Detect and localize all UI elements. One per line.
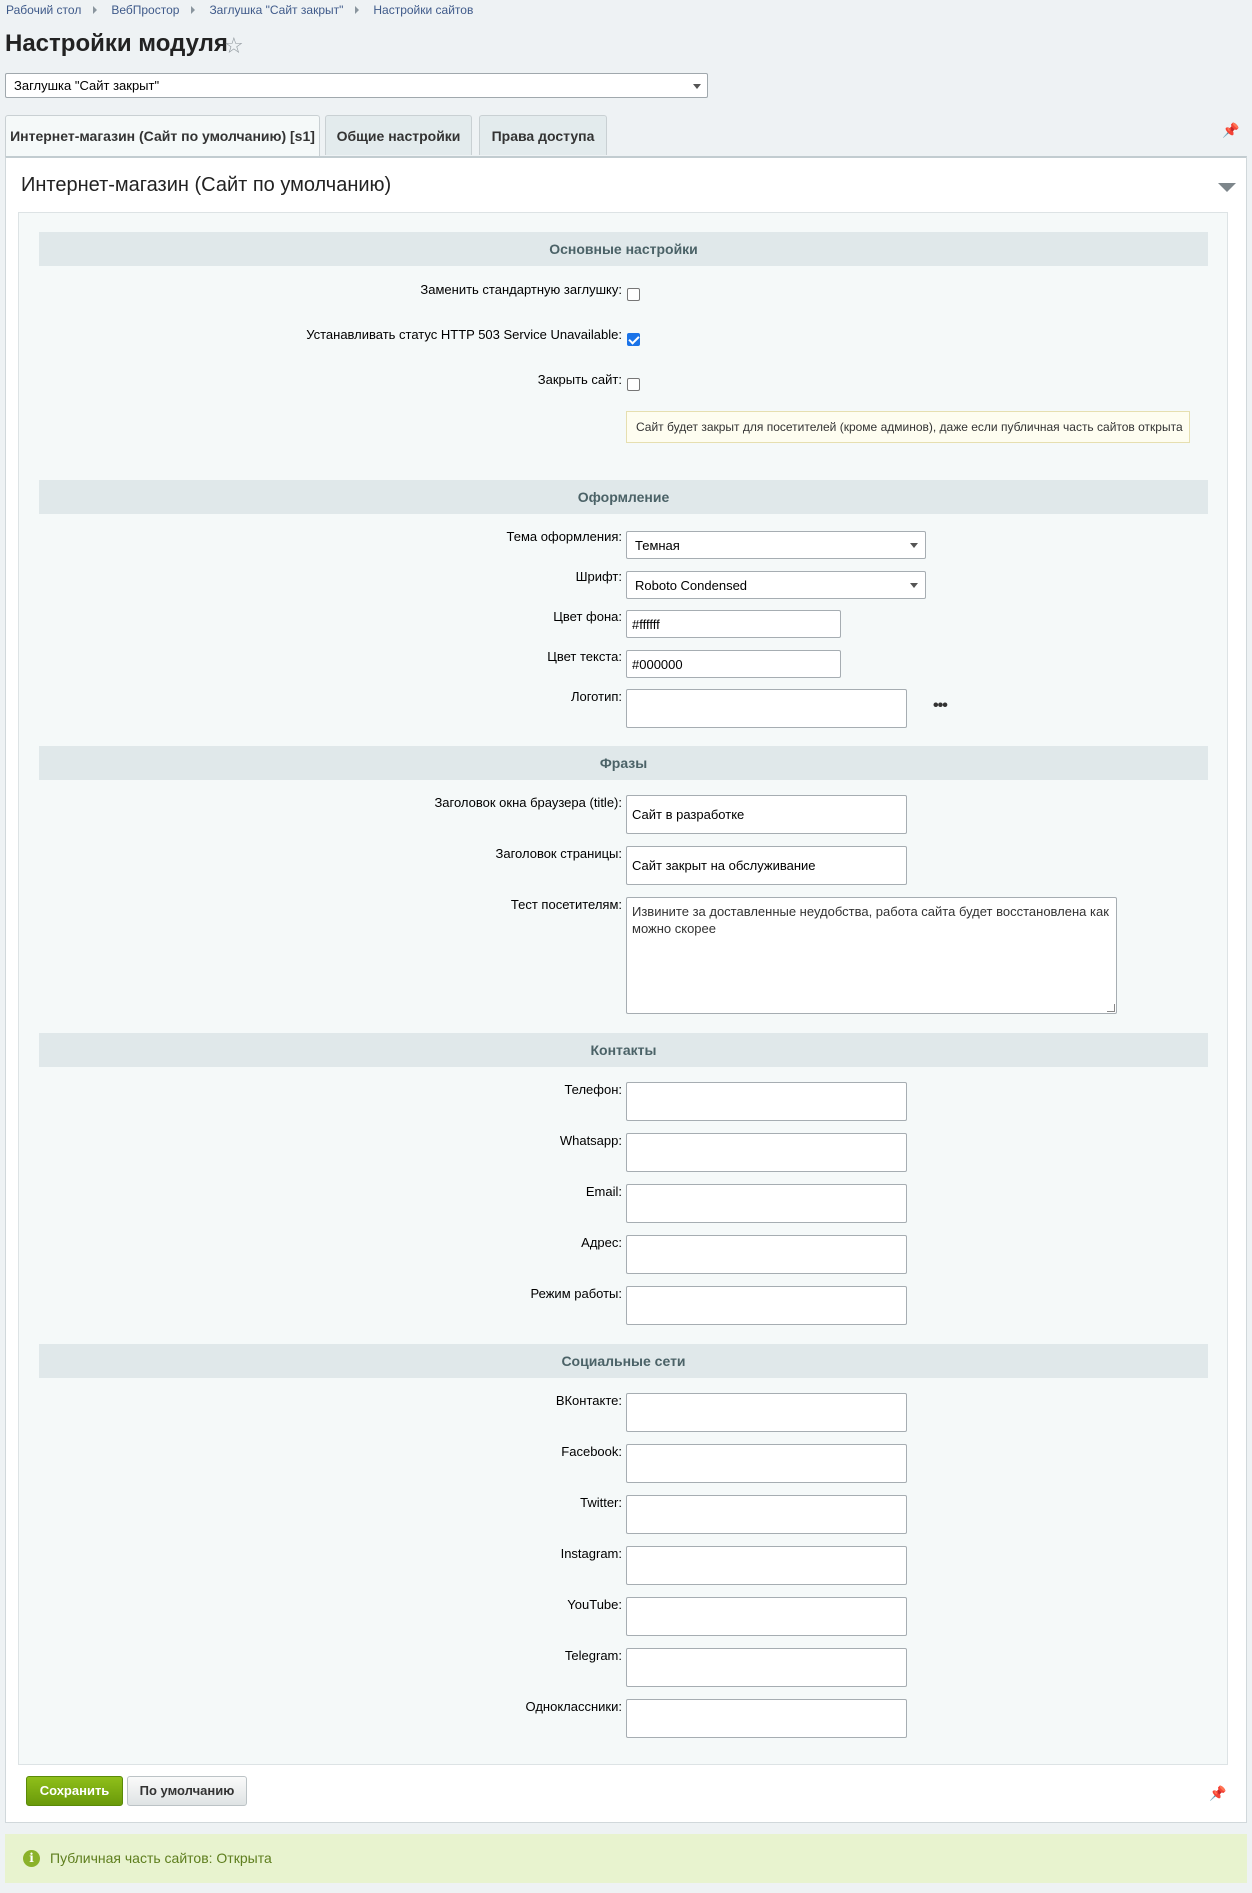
bg-color-label: Цвет фона:	[553, 609, 622, 624]
section-phrases: Фразы	[39, 746, 1208, 780]
section-contacts: Контакты	[39, 1033, 1208, 1067]
work-hours-input[interactable]	[626, 1286, 907, 1325]
logo-label: Логотип:	[570, 689, 622, 704]
chevron-right-icon	[93, 6, 97, 14]
visitor-text-textarea[interactable]	[626, 897, 1117, 1014]
telegram-input[interactable]	[626, 1648, 907, 1687]
font-select[interactable]	[626, 571, 926, 599]
phone-label: Телефон:	[564, 1082, 622, 1097]
phone-input[interactable]	[626, 1082, 907, 1121]
section-basic-settings: Основные настройки	[39, 232, 1208, 266]
page-heading-label: Заголовок страницы:	[495, 846, 622, 861]
visitor-text-value: Извините за доставленные неудобства, работа сайта будет восстановлена как можно скорее	[632, 904, 1109, 936]
font-label: Шрифт:	[575, 569, 622, 584]
instagram-input[interactable]	[626, 1546, 907, 1585]
chevron-down-icon	[910, 583, 918, 588]
tab-access-rights[interactable]: Права доступа	[479, 115, 607, 155]
breadcrumb-item-module[interactable]: Заглушка "Сайт закрыт"	[209, 3, 344, 17]
module-select-value: Заглушка "Сайт закрыт"	[14, 78, 160, 93]
section-design: Оформление	[39, 480, 1208, 514]
font-select-value: Roboto Condensed	[635, 578, 748, 593]
http503-checkbox[interactable]	[627, 333, 640, 346]
logo-input[interactable]	[626, 689, 907, 728]
facebook-label: Facebook:	[561, 1444, 622, 1459]
save-button[interactable]: Сохранить	[26, 1776, 123, 1806]
module-select[interactable]	[5, 73, 708, 98]
odnoklassniki-input[interactable]	[626, 1699, 907, 1738]
address-input[interactable]	[626, 1235, 907, 1274]
work-hours-label: Режим работы:	[530, 1286, 622, 1301]
twitter-input[interactable]	[626, 1495, 907, 1534]
tab-general-settings[interactable]: Общие настройки	[325, 115, 472, 155]
bg-color-input[interactable]: #ffffff	[626, 610, 841, 638]
whatsapp-label: Whatsapp:	[559, 1133, 622, 1148]
browser-title-input[interactable]: Сайт в разработке	[626, 795, 907, 834]
status-bar	[5, 1834, 1247, 1883]
settings-panel	[5, 156, 1247, 1823]
replace-stub-label: Заменить стандартную заглушку:	[420, 282, 622, 297]
text-color-label: Цвет текста:	[547, 649, 622, 664]
email-label: Email:	[585, 1184, 622, 1199]
pin-icon[interactable]: 📌	[1222, 122, 1240, 138]
star-icon[interactable]: ☆	[224, 33, 244, 58]
close-site-checkbox[interactable]	[627, 378, 640, 391]
theme-label: Тема оформления:	[506, 529, 622, 544]
settings-form	[18, 212, 1228, 1765]
tab-site-s1[interactable]: Интернет-магазин (Сайт по умолчанию) [s1]	[5, 115, 320, 156]
chevron-right-icon	[191, 6, 195, 14]
close-site-hint: Сайт будет закрыт для посетителей (кроме админов), даже если публичная часть сайтов открыта	[626, 411, 1190, 443]
breadcrumb-item-desktop[interactable]: Рабочий стол	[6, 3, 82, 17]
text-color-input[interactable]: #000000	[626, 650, 841, 678]
close-site-label: Закрыть сайт:	[537, 372, 622, 387]
chevron-down-icon	[910, 543, 918, 548]
whatsapp-input[interactable]	[626, 1133, 907, 1172]
visitor-text-label: Тест посетителям:	[510, 897, 622, 912]
http503-label: Устанавливать статус HTTP 503 Service Unavailable:	[306, 327, 622, 342]
breadcrumb	[6, 3, 473, 17]
info-icon: i	[23, 1850, 40, 1867]
browser-title-label: Заголовок окна браузера (title):	[434, 795, 622, 810]
collapse-icon[interactable]	[1218, 183, 1236, 192]
status-text: Публичная часть сайтов: Открыта	[50, 1850, 272, 1866]
vk-label: ВКонтакте:	[555, 1393, 622, 1408]
youtube-label: YouTube:	[567, 1597, 622, 1612]
pin-icon[interactable]: 📌	[1209, 1785, 1227, 1801]
facebook-input[interactable]	[626, 1444, 907, 1483]
vk-input[interactable]	[626, 1393, 907, 1432]
reset-default-button[interactable]: По умолчанию	[127, 1776, 247, 1806]
odnoklassniki-label: Одноклассники:	[525, 1699, 622, 1714]
section-social: Социальные сети	[39, 1344, 1208, 1378]
panel-title: Интернет-магазин (Сайт по умолчанию)	[21, 174, 392, 196]
telegram-label: Telegram:	[564, 1648, 622, 1663]
twitter-label: Twitter:	[580, 1495, 622, 1510]
page-title: Настройки модуля	[5, 30, 228, 57]
breadcrumb-item-site-settings[interactable]: Настройки сайтов	[373, 3, 474, 17]
email-input[interactable]	[626, 1184, 907, 1223]
replace-stub-checkbox[interactable]	[627, 288, 640, 301]
breadcrumb-item-webprostor[interactable]: ВебПростор	[111, 3, 180, 17]
instagram-label: Instagram:	[560, 1546, 622, 1561]
address-label: Адрес:	[581, 1235, 622, 1250]
chevron-right-icon	[355, 6, 359, 14]
more-icon[interactable]: •••	[933, 697, 947, 714]
resize-handle-icon[interactable]	[1107, 1004, 1115, 1012]
page-heading-input[interactable]: Сайт закрыт на обслуживание	[626, 846, 907, 885]
theme-select[interactable]	[626, 531, 926, 559]
theme-select-value: Темная	[635, 538, 680, 553]
chevron-down-icon	[693, 84, 701, 89]
youtube-input[interactable]	[626, 1597, 907, 1636]
